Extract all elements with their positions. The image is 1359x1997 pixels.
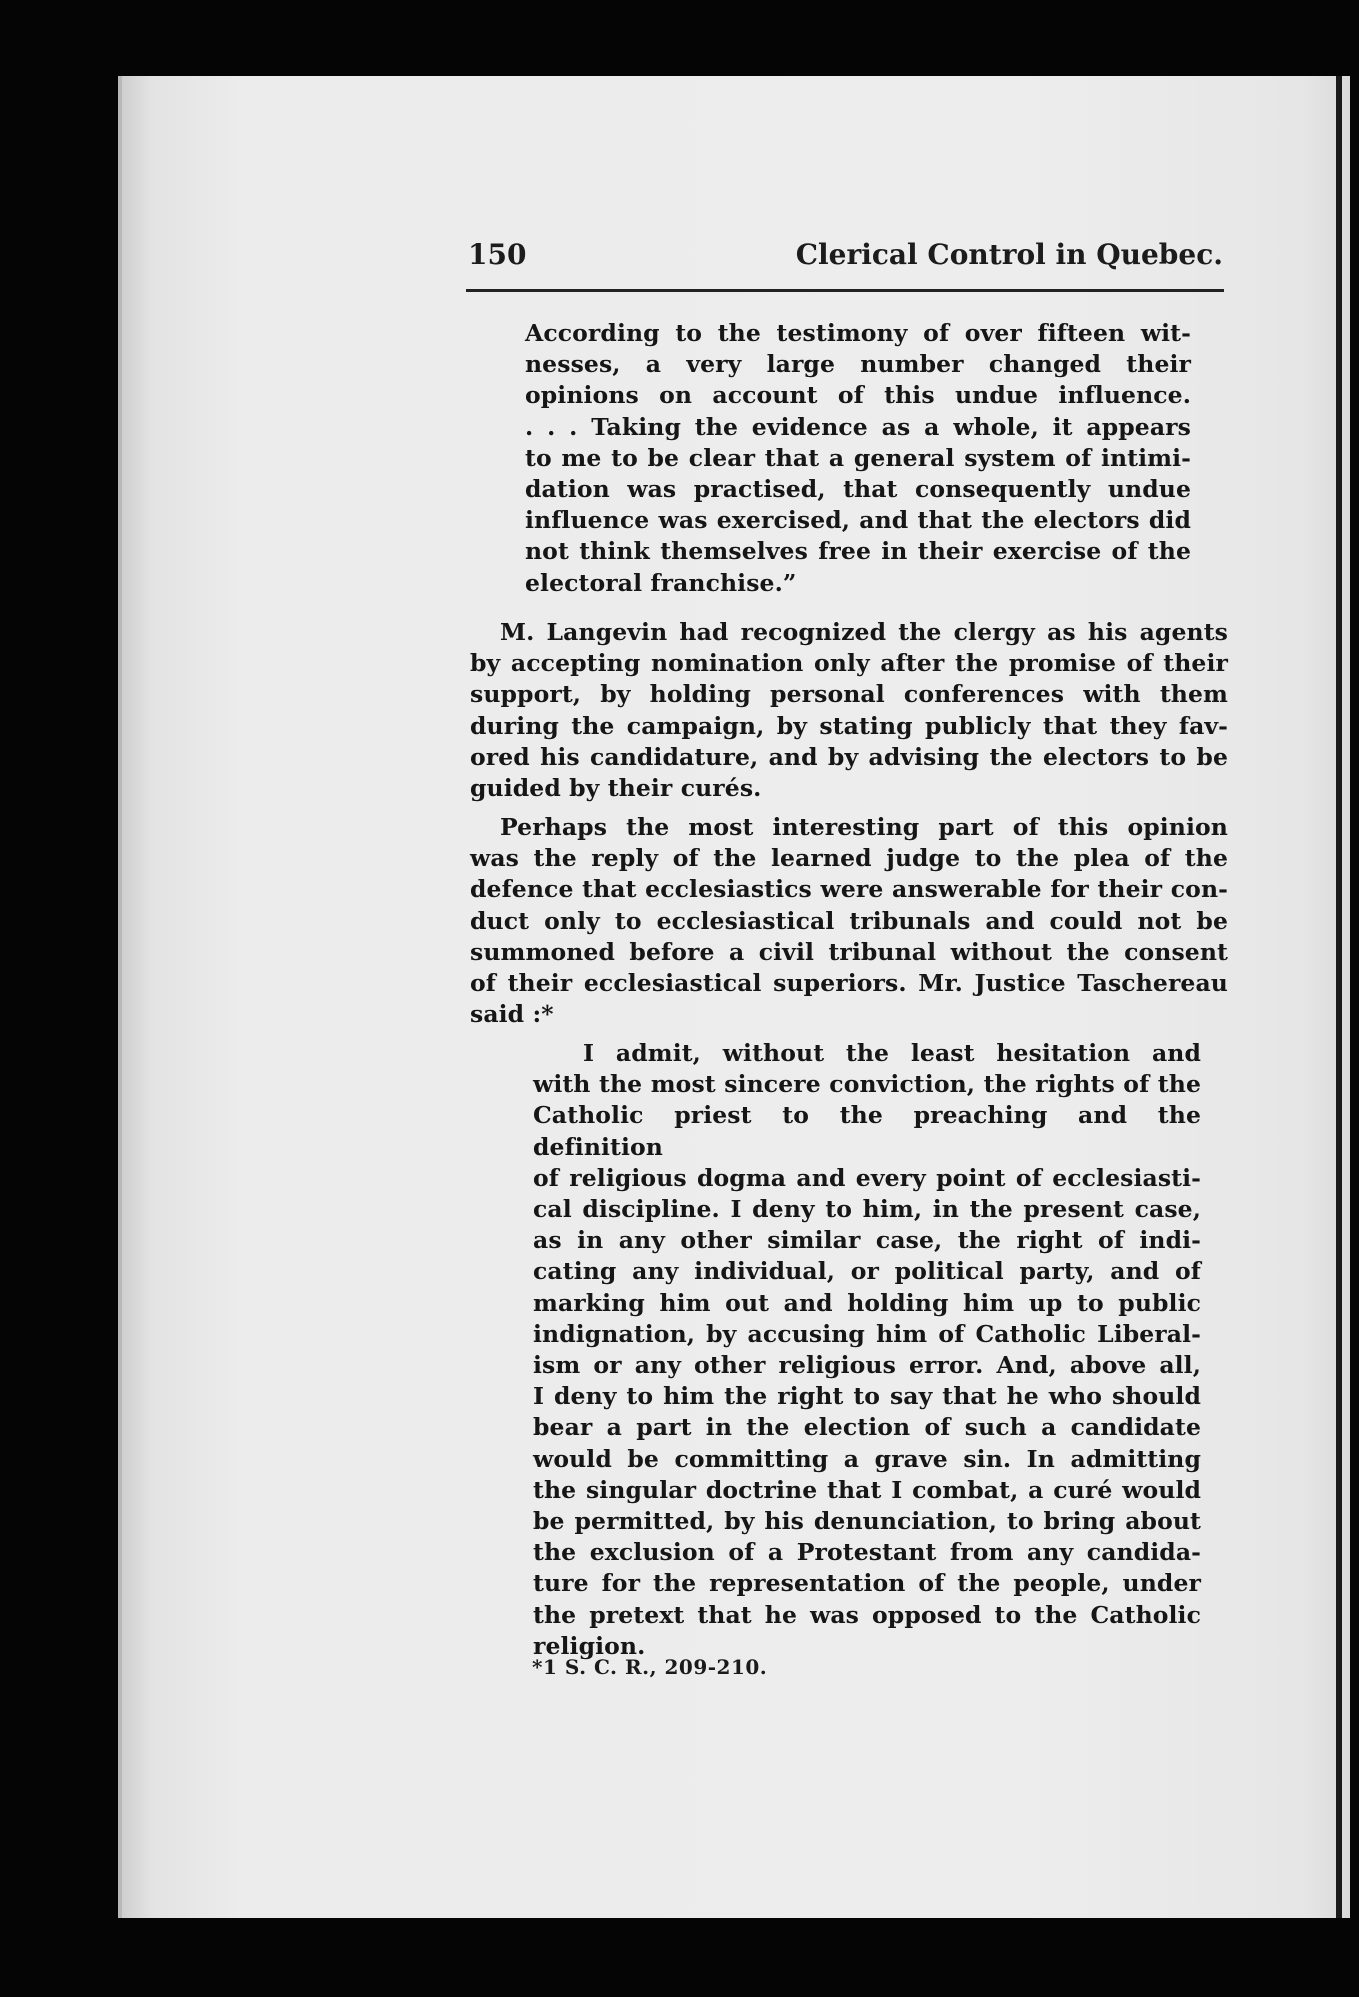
page-edge-shadow <box>1336 76 1342 1918</box>
text-line: summoned before a civil tribunal without the consent <box>470 937 1228 966</box>
page-header <box>468 238 1223 282</box>
text-line: religion. <box>533 1631 646 1660</box>
text-line: According to the testimony of over fifteen wit- <box>525 319 1191 347</box>
text-line: defence that ecclesiastics were answerable for their con- <box>470 875 1228 904</box>
text-line: ture for the representation of the people, under <box>533 1569 1201 1598</box>
text-line: marking him out and holding him up to public <box>533 1288 1201 1317</box>
text-line: support, by holding personal conferences with them <box>470 680 1228 709</box>
text-line: ored his candidature, and by advising the electors to be <box>470 742 1228 771</box>
text-line: bear a part in the election of such a candidate <box>533 1413 1201 1442</box>
text-line: nesses, a very large number changed their <box>525 350 1191 379</box>
text-line: Perhaps the most interesting part of this opinion <box>500 813 1228 841</box>
text-line: M. Langevin had recognized the clergy as his agents <box>500 618 1228 646</box>
text-line: not think themselves free in their exercise of the <box>525 537 1191 566</box>
text-line: I admit, without the least hesitation and <box>583 1039 1201 1067</box>
text-line: cating any individual, or political party, and of <box>533 1257 1201 1286</box>
text-line: of their ecclesiastical superiors. Mr. Justice Taschereau <box>470 969 1228 998</box>
text-line: said :* <box>470 1000 554 1029</box>
text-line: indignation, by accusing him of Catholic Liberal- <box>533 1319 1201 1348</box>
page-number: 150 <box>468 238 527 271</box>
text-line: ism or any other religious error. And, above all, <box>533 1351 1201 1380</box>
running-title: Clerical Control in Quebec. <box>795 238 1223 271</box>
footnote: *1 S. C. R., 209-210. <box>532 1655 768 1679</box>
text-line: by accepting nomination only after the promise of their <box>470 649 1228 678</box>
text-line: guided by their curés. <box>470 774 762 803</box>
text-line: Catholic priest to the preaching and the definition <box>533 1101 1201 1161</box>
text-line: duct only to ecclesiastical tribunals and could not be <box>470 906 1228 935</box>
text-line: as in any other similar case, the right of indi- <box>533 1226 1201 1255</box>
text-line: the singular doctrine that I combat, a curé would <box>533 1475 1201 1504</box>
text-line: I deny to him the right to say that he who should <box>533 1382 1201 1411</box>
block-quote-testimony <box>525 318 1191 599</box>
block-quote-taschereau <box>533 1038 1201 1662</box>
text-line: the exclusion of a Protestant from any candida- <box>533 1538 1201 1567</box>
paragraph-opinion <box>470 812 1228 1030</box>
text-line: . . . Taking the evidence as a whole, it appears <box>525 412 1191 441</box>
text-line: electoral franchise.” <box>525 568 797 597</box>
text-line: dation was practised, that consequently undue <box>525 475 1191 504</box>
text-line: influence was exercised, and that the electors did <box>525 506 1191 535</box>
text-line: to me to be clear that a general system of intimi- <box>525 443 1191 472</box>
text-line: would be committing a grave sin. In admitting <box>533 1444 1201 1473</box>
paragraph-langevin <box>470 617 1228 804</box>
text-line: with the most sincere conviction, the rights of the <box>533 1070 1201 1099</box>
header-rule <box>466 289 1224 292</box>
text-line: be permitted, by his denunciation, to bring about <box>533 1507 1201 1536</box>
text-line: was the reply of the learned judge to the plea of the <box>470 844 1228 873</box>
text-line: during the campaign, by stating publicly that they fav- <box>470 711 1228 740</box>
text-line: the pretext that he was opposed to the Catholic <box>533 1600 1201 1629</box>
text-line: cal discipline. I deny to him, in the present case, <box>533 1195 1201 1224</box>
text-line: opinions on account of this undue influence. <box>525 381 1191 410</box>
text-line: of religious dogma and every point of ecclesiasti- <box>533 1163 1201 1192</box>
